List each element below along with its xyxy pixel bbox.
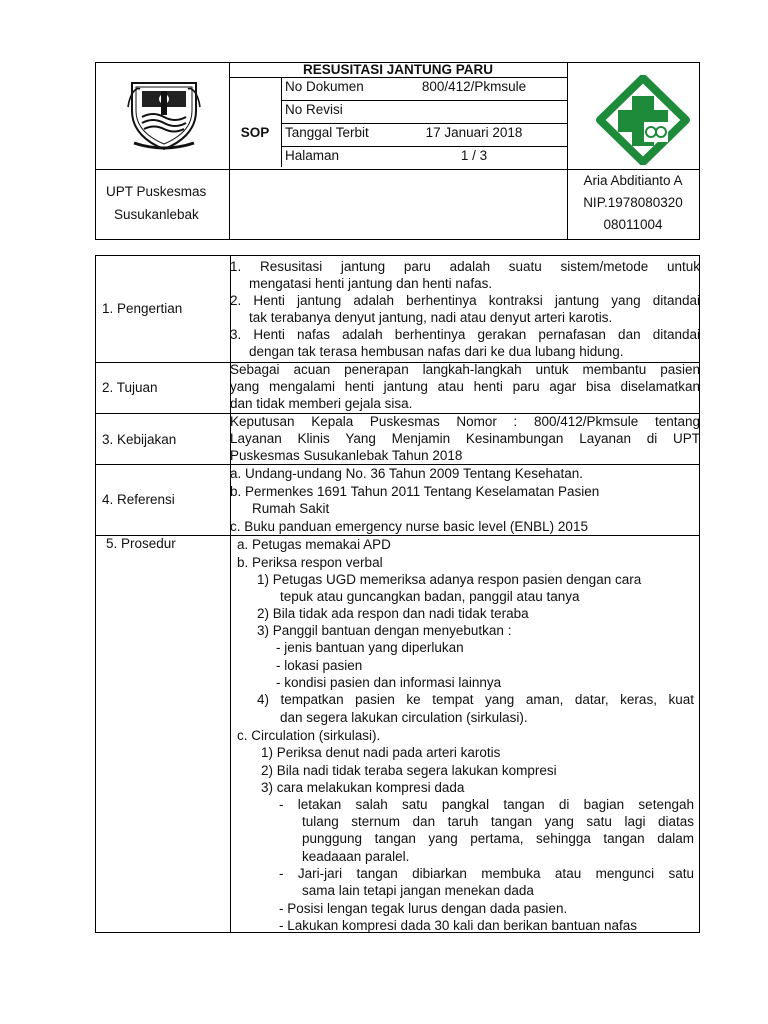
- kebijakan-line: Puskesmas Susukanlebak Tahun 2018: [230, 448, 463, 463]
- section-label-pengertian: 1. Pengertian: [102, 301, 183, 316]
- tujuan-line: yang mengalami henti jantung atau henti paru agar bisa diselamatkan: [230, 379, 700, 394]
- prosedur-line: punggung tangan yang pertama, sehingga tangan dalam: [302, 831, 694, 846]
- prosedur-line: - Posisi lengan tegak lurus dengan dada pasien.: [279, 901, 568, 916]
- prosedur-line: 3) cara melakukan kompresi dada: [261, 780, 465, 795]
- referensi-line: b. Permenkes 1691 Tahun 2011 Tentang Keselamatan Pasien: [230, 484, 600, 499]
- prosedur-line: 1) Periksa denut nadi pada arteri karotis: [261, 745, 501, 760]
- sop-header-table: [95, 62, 700, 240]
- prosedur-line: 4) tempatkan pasien ke tempat yang aman, datar, keras, kuat: [257, 692, 694, 707]
- section-label-kebijakan: 3. Kebijakan: [102, 432, 177, 447]
- pengertian-line: 2. Henti jantung adalah berhentinya kontraksi jantung yang ditandai: [230, 293, 700, 308]
- kebijakan-line: Keputusan Kepala Puskesmas Nomor : 800/412/Pkmsule tentang: [230, 414, 700, 429]
- referensi-line: Rumah Sakit: [252, 501, 330, 516]
- prosedur-line: a. Petugas memakai APD: [237, 537, 391, 552]
- regency-coat-of-arms-logo: [124, 77, 204, 151]
- tujuan-line: dan tidak memberi gejala sisa.: [230, 396, 413, 411]
- prosedur-line: sama lain tetapi jangan menekan dada: [302, 883, 534, 898]
- sop-label: SOP: [240, 125, 270, 140]
- prosedur-line: - kondisi pasien dan informasi lainnya: [276, 675, 502, 690]
- kebijakan-line: Layanan Klinis Yang Menjamin Kesinambungan Layanan di UPT: [230, 431, 700, 446]
- field-label-tanggal-terbit: Tanggal Terbit: [285, 125, 369, 140]
- body-row-rule: [96, 535, 699, 536]
- prosedur-line: 1) Petugas UGD memeriksa adanya respon pasien dengan cara: [257, 572, 642, 587]
- prosedur-line: 2) Bila tidak ada respon dan nadi tidak teraba: [257, 606, 529, 621]
- signer-name: Aria Abditianto A: [583, 173, 683, 188]
- org-name-line1: UPT Puskesmas: [106, 184, 207, 199]
- prosedur-line: tepuk atau guncangkan badan, panggil atau tanya: [280, 589, 580, 604]
- section-label-tujuan: 2. Tujuan: [102, 380, 158, 395]
- field-label-no-dokumen: No Dokumen: [285, 79, 364, 94]
- pengertian-line: mengatasi henti jantung dan henti nafas.: [249, 276, 493, 291]
- header-divider: [229, 63, 230, 239]
- referensi-line: a. Undang-undang No. 36 Tahun 2009 Tentang Kesehatan.: [230, 466, 584, 481]
- signer-nip-line2: 08011004: [603, 217, 663, 232]
- pengertian-line: dengan tak terasa hembusan nafas dari ke dua lubang hidung.: [249, 344, 624, 359]
- prosedur-line: - jenis bantuan yang diperlukan: [276, 640, 464, 655]
- prosedur-line: 2) Bila nadi tidak teraba segera lakukan kompresi: [261, 763, 557, 778]
- prosedur-line: tulang sternum dan taruh tangan yang satu lagi diatas: [302, 814, 694, 829]
- prosedur-line: keadaaan paralel.: [302, 849, 410, 864]
- field-value-halaman: 1 / 3: [460, 148, 488, 163]
- pengertian-line: 1. Resusitasi jantung paru adalah suatu sistem/metode untuk: [230, 259, 700, 274]
- puskesmas-green-cross-logo: [594, 75, 692, 165]
- prosedur-line: b. Periksa respon verbal: [237, 555, 383, 570]
- prosedur-line: - letakan salah satu pangkal tangan di bagian setengah: [279, 797, 694, 812]
- pengertian-line: tak terabanya denyut jantung, nadi atau denyut arteri karotis.: [249, 310, 613, 325]
- body-column-divider: [230, 256, 231, 932]
- field-value-no-dokumen: 800/412/Pkmsule: [421, 79, 527, 94]
- prosedur-line: 3) Panggil bantuan dengan menyebutkan :: [257, 623, 512, 638]
- section-label-referensi: 4. Referensi: [102, 492, 175, 507]
- field-value-tanggal-terbit: 17 Januari 2018: [425, 125, 523, 140]
- tujuan-line: Sebagai acuan penerapan langkah-langkah untuk membantu pasien: [230, 362, 700, 377]
- prosedur-line: dan segera lakukan circulation (sirkulasi).: [280, 710, 528, 725]
- header-divider: [281, 77, 282, 167]
- prosedur-line: - Lakukan kompresi dada 30 kali dan berikan bantuan nafas: [279, 918, 637, 933]
- document-title: RESUSITASI JANTUNG PARU: [302, 62, 493, 77]
- signer-nip-line1: NIP.1978080320: [583, 195, 683, 210]
- field-label-halaman: Halaman: [285, 148, 340, 163]
- prosedur-line: - lokasi pasien: [276, 658, 363, 673]
- org-name-line2: Susukanlebak: [114, 207, 199, 222]
- field-label-no-revisi: No Revisi: [285, 102, 343, 117]
- section-label-prosedur: 5. Prosedur: [106, 536, 176, 551]
- referensi-line: c. Buku panduan emergency nurse basic level (ENBL) 2015: [230, 519, 588, 534]
- prosedur-line: c. Circulation (sirkulasi).: [237, 728, 381, 743]
- prosedur-line: - Jari-jari tangan dibiarkan membuka atau mengunci satu: [279, 866, 694, 881]
- sop-content-table: [95, 255, 700, 933]
- pengertian-line: 3. Henti nafas adalah berhentinya gerakan pernafasan dan ditandai: [230, 327, 700, 342]
